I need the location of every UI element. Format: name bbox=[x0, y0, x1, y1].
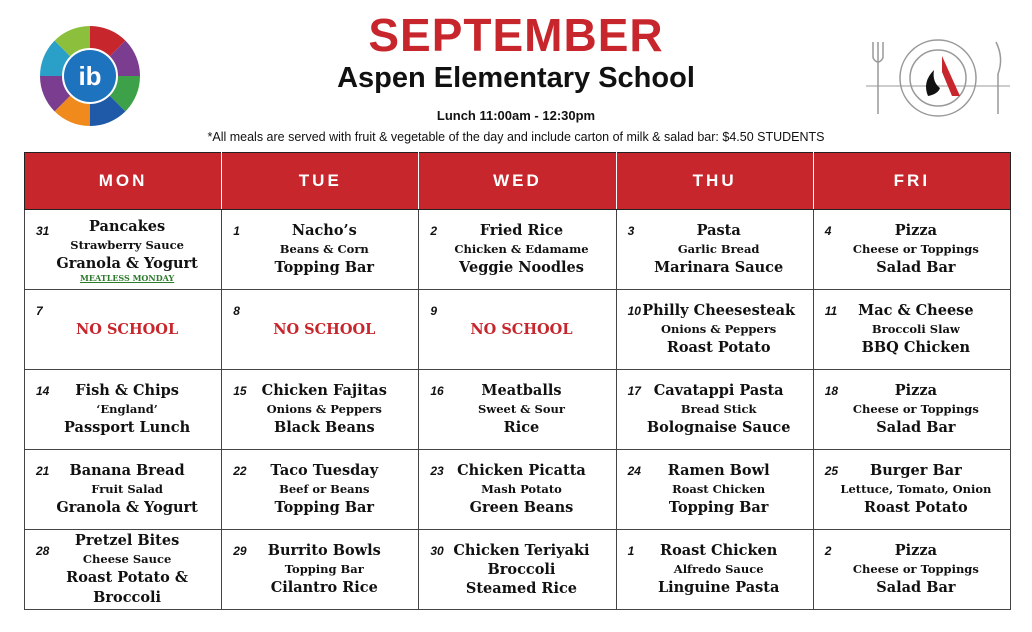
menu-cell bbox=[419, 370, 616, 450]
menu-cell bbox=[813, 530, 1010, 610]
main-dish: Meatballs bbox=[481, 382, 562, 399]
second-dish: Rice bbox=[503, 419, 540, 436]
side-dish: Lettuce, Tomato, Onion bbox=[840, 482, 992, 496]
menu-cell bbox=[222, 290, 419, 370]
date-number: 4 bbox=[824, 224, 832, 238]
main-dish: Pizza bbox=[894, 222, 938, 239]
second-dish: Green Beans bbox=[469, 499, 574, 516]
meatless-monday-tag: MEATLESS MONDAY bbox=[80, 272, 175, 283]
date-number: 14 bbox=[36, 384, 50, 398]
no-school-label: NO SCHOOL bbox=[76, 321, 179, 338]
date-number: 7 bbox=[36, 304, 43, 318]
menu-cell bbox=[813, 290, 1010, 370]
menu-cell bbox=[616, 530, 813, 610]
second-dish: Granola & Yogurt bbox=[56, 254, 198, 272]
second-dish: Salad Bar bbox=[876, 259, 956, 276]
side-dish: Fruit Salad bbox=[91, 482, 163, 496]
side-dish: ‘England’ bbox=[96, 402, 158, 416]
main-dish: Pizza bbox=[894, 542, 938, 559]
second-dish: Black Beans bbox=[273, 419, 375, 436]
main-dish: Mac & Cheese bbox=[858, 302, 974, 319]
main-dish: Chicken Teriyaki bbox=[453, 541, 590, 559]
side-dish: Onions & Peppers bbox=[661, 322, 777, 336]
day-header-thu: THU bbox=[616, 153, 813, 210]
menu-cell bbox=[813, 370, 1010, 450]
meal-note: *All meals are served with fruit & vegetable of the day and include carton of milk & salad bar: $4.50 STUDENTS bbox=[207, 130, 825, 144]
side-dish: Chicken & Edamame bbox=[454, 242, 589, 256]
side-dish: Broccoli bbox=[487, 560, 556, 578]
date-number: 16 bbox=[430, 384, 444, 398]
month-title: SEPTEMBER bbox=[368, 9, 664, 61]
second-dish: Passport Lunch bbox=[64, 419, 191, 436]
menu-cell bbox=[813, 450, 1010, 530]
menu-cell bbox=[25, 530, 222, 610]
second-dish: Roast Potato bbox=[864, 499, 968, 516]
date-number: 10 bbox=[627, 304, 641, 318]
second-dish: Steamed Rice bbox=[465, 579, 578, 597]
date-number: 31 bbox=[36, 224, 50, 238]
lunch-menu-table bbox=[24, 152, 1011, 610]
second-dish: BBQ Chicken bbox=[861, 339, 971, 356]
date-number: 23 bbox=[430, 464, 444, 478]
main-dish: Chicken Fajitas bbox=[261, 382, 387, 399]
week-row bbox=[25, 210, 1011, 290]
main-dish: Philly Cheesesteak bbox=[642, 302, 796, 319]
date-number: 18 bbox=[824, 384, 839, 398]
no-school-label: NO SCHOOL bbox=[273, 321, 376, 338]
date-number: 29 bbox=[233, 544, 247, 558]
menu-cell bbox=[419, 450, 616, 530]
date-number: 17 bbox=[627, 384, 641, 398]
main-dish: Burrito Bowls bbox=[267, 542, 381, 559]
menu-cell bbox=[419, 210, 616, 290]
side-dish: Mash Potato bbox=[481, 482, 562, 496]
date-number: 2 bbox=[824, 544, 832, 558]
menu-cell bbox=[222, 450, 419, 530]
main-dish: Cavatappi Pasta bbox=[653, 382, 784, 399]
menu-cell bbox=[419, 530, 616, 610]
week-row bbox=[25, 370, 1011, 450]
second-dish: Linguine Pasta bbox=[657, 579, 780, 596]
main-dish: Roast Chicken bbox=[660, 542, 778, 559]
date-number: 21 bbox=[36, 464, 50, 478]
menu-cell bbox=[25, 290, 222, 370]
menu-cell bbox=[813, 210, 1010, 290]
menu-cell bbox=[25, 370, 222, 450]
side-dish: Bread Stick bbox=[680, 402, 757, 416]
week-row bbox=[25, 530, 1011, 610]
second-dish: Marinara Sauce bbox=[654, 259, 784, 276]
menu-cell bbox=[616, 450, 813, 530]
date-number: 25 bbox=[824, 464, 839, 478]
week-row bbox=[25, 450, 1011, 530]
side-dish: Beef or Beans bbox=[279, 482, 370, 496]
date-number: 2 bbox=[430, 224, 438, 238]
side-dish: Beans & Corn bbox=[279, 242, 369, 256]
date-number: 9 bbox=[430, 304, 438, 318]
side-dish: Alfredo Sauce bbox=[673, 562, 764, 576]
main-dish: Ramen Bowl bbox=[667, 462, 770, 479]
day-header-tue: TUE bbox=[222, 153, 419, 210]
menu-cell bbox=[25, 450, 222, 530]
second-dish: Veggie Noodles bbox=[459, 259, 584, 276]
date-number: 15 bbox=[233, 384, 247, 398]
second-dish: Salad Bar bbox=[876, 419, 956, 436]
main-dish: Fried Rice bbox=[479, 222, 564, 239]
side-dish: Onions & Peppers bbox=[266, 402, 382, 416]
main-dish: Pizza bbox=[894, 382, 938, 399]
side-dish: Cheese or Toppings bbox=[852, 242, 979, 256]
main-dish: Burger Bar bbox=[869, 462, 962, 479]
ib-logo-letters: ib bbox=[78, 61, 102, 91]
side-dish: Topping Bar bbox=[284, 562, 364, 576]
second-dish: Topping Bar bbox=[274, 259, 375, 276]
main-dish: Fish & Chips bbox=[75, 382, 179, 399]
main-dish: Nacho’s bbox=[291, 222, 357, 239]
main-dish: Pancakes bbox=[89, 217, 166, 235]
second-dish: Roast Potato bbox=[666, 339, 771, 356]
date-number: 3 bbox=[627, 224, 635, 238]
date-number: 24 bbox=[627, 464, 641, 478]
day-header-fri: FRI bbox=[813, 153, 1010, 210]
second-dish: Topping Bar bbox=[668, 499, 769, 516]
main-dish: Chicken Picatta bbox=[457, 462, 586, 479]
menu-cell bbox=[222, 370, 419, 450]
main-dish: Pasta bbox=[696, 222, 741, 239]
second-dish: Salad Bar bbox=[876, 579, 956, 596]
menu-cell bbox=[222, 530, 419, 610]
menu-cell bbox=[419, 290, 616, 370]
second-dish: Bolognaise Sauce bbox=[646, 419, 791, 436]
menu-cell bbox=[222, 210, 419, 290]
date-number: 8 bbox=[233, 304, 240, 318]
date-number: 11 bbox=[824, 304, 838, 318]
no-school-label: NO SCHOOL bbox=[470, 321, 573, 338]
side-dish: Strawberry Sauce bbox=[70, 237, 184, 252]
date-number: 28 bbox=[36, 544, 50, 558]
main-dish: Pretzel Bites bbox=[74, 532, 180, 549]
side-dish: Cheese or Toppings bbox=[852, 562, 979, 576]
side-dish: Roast Chicken bbox=[672, 482, 766, 496]
date-number: 22 bbox=[233, 464, 247, 478]
side-dish: Sweet & Sour bbox=[478, 402, 565, 416]
second-dish: Granola & Yogurt bbox=[56, 499, 198, 516]
menu-cell bbox=[616, 290, 813, 370]
second-dish: Topping Bar bbox=[274, 499, 375, 516]
side-dish: Garlic Bread bbox=[677, 242, 760, 256]
second-dish: Roast Potato & Broccoli bbox=[66, 569, 188, 606]
menu-cell bbox=[616, 370, 813, 450]
date-number: 30 bbox=[430, 544, 444, 558]
second-dish: Cilantro Rice bbox=[270, 579, 378, 596]
menu-cell bbox=[616, 210, 813, 290]
day-header-row bbox=[25, 153, 1011, 210]
main-dish: Banana Bread bbox=[69, 462, 185, 479]
week-row bbox=[25, 290, 1011, 370]
main-dish: Taco Tuesday bbox=[270, 462, 379, 479]
lunch-hours: Lunch 11:00am - 12:30pm bbox=[436, 108, 596, 123]
date-number: 1 bbox=[627, 544, 635, 558]
side-dish: Cheese Sauce bbox=[82, 552, 172, 566]
date-number: 1 bbox=[233, 224, 240, 238]
side-dish: Cheese or Toppings bbox=[852, 402, 979, 416]
menu-cell bbox=[25, 210, 222, 290]
day-header-mon: MON bbox=[25, 153, 222, 210]
day-header-wed: WED bbox=[419, 153, 616, 210]
side-dish: Broccoli Slaw bbox=[871, 322, 960, 336]
school-name: Aspen Elementary School bbox=[337, 62, 695, 94]
